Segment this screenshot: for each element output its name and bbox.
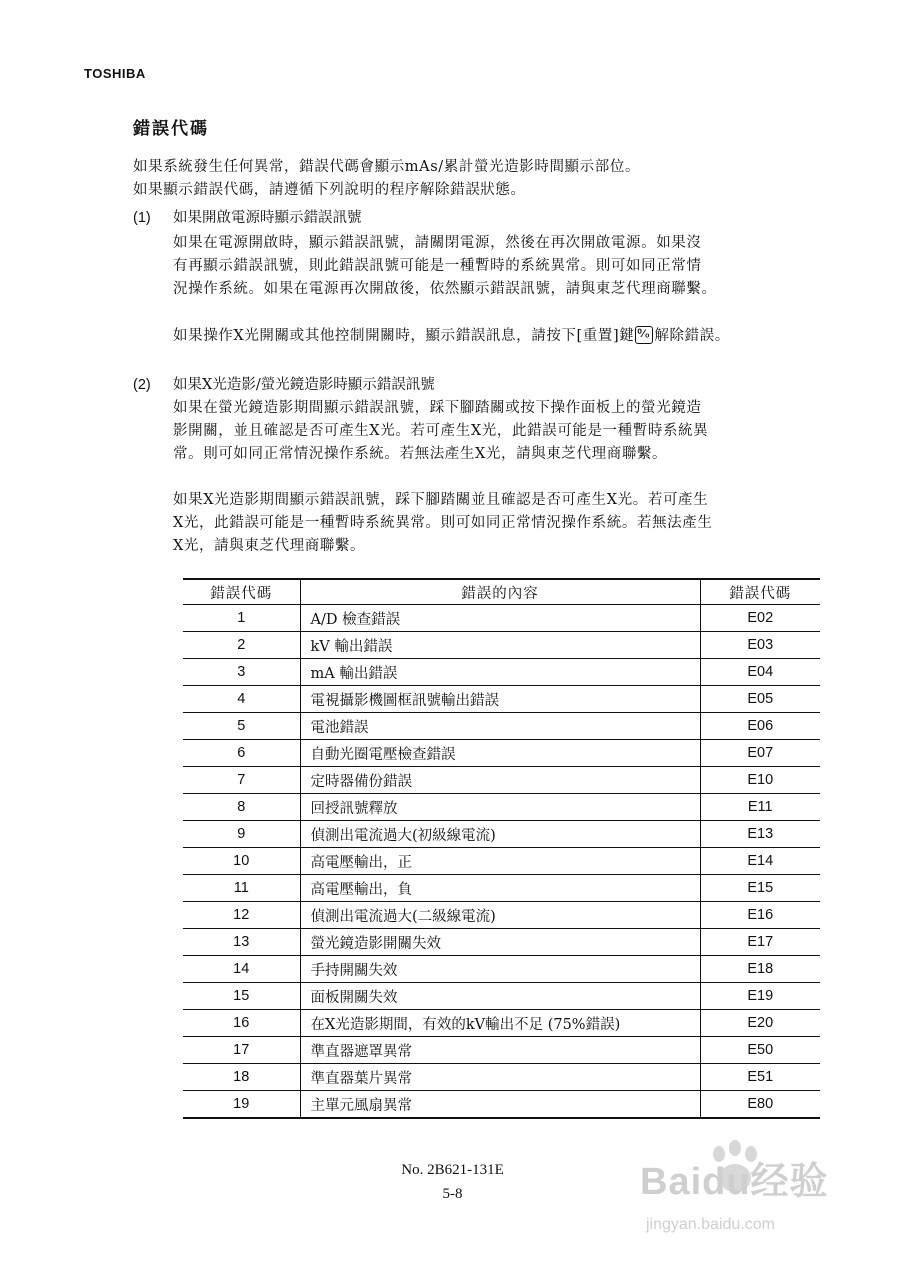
intro-line: 如果系統發生任何異常，錯誤代碼會顯示mAs/累計螢光造影時間顯示部位。 (133, 159, 641, 175)
row-number-cell: 15 (183, 983, 300, 1010)
row-code-cell: E11 (700, 794, 820, 821)
row-code-cell: E16 (700, 902, 820, 929)
reset-key-label: ⁰⁄₀ (637, 328, 651, 340)
row-description-cell: 主單元風扇異常 (300, 1091, 700, 1119)
reset-note-text: 如果操作X光開關或其他控制開關時，顯示錯誤訊息，請按下[重置]鍵 (173, 328, 635, 344)
watermark-url: jingyan.baidu.com (646, 1216, 775, 1233)
row-code-cell: E15 (700, 875, 820, 902)
row-description-cell: 偵測出電流過大(二級線電流) (300, 902, 700, 929)
row-number-cell: 19 (183, 1091, 300, 1119)
watermark (640, 1150, 829, 1233)
section1-line: 況操作系統。如果在電源再次開啟後，依然顯示錯誤訊號，請與東芝代理商聯繫。 (173, 281, 717, 297)
row-description-cell: 回授訊號釋放 (300, 794, 700, 821)
page-number: 5-8 (442, 1186, 463, 1202)
table-header-row (183, 579, 820, 605)
section2-heading (133, 373, 435, 394)
row-description-cell: 準直器葉片異常 (300, 1064, 700, 1091)
row-description-cell: 高電壓輸出，正 (300, 848, 700, 875)
table-row (183, 929, 820, 956)
table-row (183, 740, 820, 767)
row-code-cell: E18 (700, 956, 820, 983)
intro-paragraph (133, 156, 640, 202)
header-code: 錯誤代碼 (700, 579, 820, 605)
section1-number: (1) (133, 210, 151, 226)
row-number-cell: 7 (183, 767, 300, 794)
page-title: 錯誤代碼 (133, 119, 209, 139)
section1-heading-text: 如果開啟電源時顯示錯誤訊號 (173, 210, 362, 226)
section2-paragraph-2 (173, 489, 712, 558)
row-number-cell: 9 (183, 821, 300, 848)
reset-note-text-end: 解除錯誤。 (654, 328, 730, 344)
row-number-cell: 1 (183, 605, 300, 632)
row-description-cell: 電視攝影機圖框訊號輸出錯誤 (300, 686, 700, 713)
watermark-logo: Baidu经验 (640, 1161, 829, 1203)
row-code-cell: E17 (700, 929, 820, 956)
error-code-table (183, 578, 820, 1119)
row-description-cell: 自動光圈電壓檢查錯誤 (300, 740, 700, 767)
row-number-cell: 18 (183, 1064, 300, 1091)
row-number-cell: 14 (183, 956, 300, 983)
row-number-cell: 17 (183, 1037, 300, 1064)
section2-paragraph-1 (173, 397, 708, 466)
row-code-cell: E50 (700, 1037, 820, 1064)
row-number-cell: 12 (183, 902, 300, 929)
section2-line: 如果X光造影期間顯示錯誤訊號，踩下腳踏關並且確認是否可產生X光。若可產生 (173, 492, 709, 508)
table-row (183, 983, 820, 1010)
row-description-cell: 面板開關失效 (300, 983, 700, 1010)
row-description-cell: 螢光鏡造影開關失效 (300, 929, 700, 956)
section1-paragraph (173, 232, 717, 301)
section2-line: X光，此錯誤可能是一種暫時系統異常。則可如同正常情況操作系統。若無法產生 (173, 515, 713, 531)
row-description-cell: mA 輸出錯誤 (300, 659, 700, 686)
table-row (183, 821, 820, 848)
section2-line: 常。則可如同正常情況操作系統。若無法產生X光，請與東芝代理商聯繫。 (173, 446, 668, 462)
row-number-cell: 8 (183, 794, 300, 821)
table-row (183, 686, 820, 713)
row-code-cell: E51 (700, 1064, 820, 1091)
row-number-cell: 6 (183, 740, 300, 767)
section1-heading (133, 206, 362, 227)
row-description-cell: 手持開關失效 (300, 956, 700, 983)
row-number-cell: 3 (183, 659, 300, 686)
header-description: 錯誤的內容 (300, 579, 700, 605)
row-number-cell: 2 (183, 632, 300, 659)
section2-line: X光，請與東芝代理商聯繫。 (173, 538, 366, 554)
section2-heading-text: 如果X光造影/螢光鏡造影時顯示錯誤訊號 (173, 377, 435, 393)
table-row (183, 902, 820, 929)
table-row (183, 794, 820, 821)
table-row (183, 875, 820, 902)
section2-number: (2) (133, 377, 151, 393)
table-row (183, 1037, 820, 1064)
row-code-cell: E05 (700, 686, 820, 713)
section1-line: 如果在電源開啟時，顯示錯誤訊號，請關閉電源，然後在再次開啟電源。如果沒 (173, 235, 702, 251)
intro-line: 如果顯示錯誤代碼，請遵循下列說明的程序解除錯誤狀態。 (133, 182, 526, 198)
section2-line: 影開關，並且確認是否可產生X光。若可產生X光，此錯誤可能是一種暫時系統異 (173, 423, 709, 439)
row-code-cell: E13 (700, 821, 820, 848)
row-code-cell: E07 (700, 740, 820, 767)
brand-logo: TOSHIBA (84, 66, 146, 81)
row-code-cell: E10 (700, 767, 820, 794)
row-code-cell: E03 (700, 632, 820, 659)
row-code-cell: E04 (700, 659, 820, 686)
row-code-cell: E80 (700, 1091, 820, 1119)
row-description-cell: 在X光造影期間，有效的kV輸出不足 (75%錯誤) (300, 1010, 700, 1037)
row-description-cell: 定時器備份錯誤 (300, 767, 700, 794)
row-description-cell: 電池錯誤 (300, 713, 700, 740)
row-description-cell: 偵測出電流過大(初級線電流) (300, 821, 700, 848)
table-row (183, 713, 820, 740)
row-code-cell: E14 (700, 848, 820, 875)
row-code-cell: E19 (700, 983, 820, 1010)
table-row (183, 956, 820, 983)
row-number-cell: 5 (183, 713, 300, 740)
row-number-cell: 13 (183, 929, 300, 956)
row-number-cell: 10 (183, 848, 300, 875)
section1-line: 有再顯示錯誤訊號，則此錯誤訊號可能是一種暫時的系統異常。則可如同正常情 (173, 258, 702, 274)
table-row (183, 659, 820, 686)
table-row (183, 632, 820, 659)
row-code-cell: E02 (700, 605, 820, 632)
table-body (183, 605, 820, 1119)
section2-line: 如果在螢光鏡造影期間顯示錯誤訊號，踩下腳踏關或按下操作面板上的螢光鏡造 (173, 400, 702, 416)
table-row (183, 767, 820, 794)
row-description-cell: A/D 檢查錯誤 (300, 605, 700, 632)
row-number-cell: 4 (183, 686, 300, 713)
table-row (183, 848, 820, 875)
row-description-cell: 準直器遮罩異常 (300, 1037, 700, 1064)
row-number-cell: 16 (183, 1010, 300, 1037)
header-number: 錯誤代碼 (183, 579, 300, 605)
document-number: No. 2B621-131E (401, 1162, 504, 1178)
row-description-cell: 高電壓輸出，負 (300, 875, 700, 902)
section1-reset-note (173, 325, 730, 348)
table-row (183, 1091, 820, 1119)
row-code-cell: E20 (700, 1010, 820, 1037)
table-row (183, 1064, 820, 1091)
row-code-cell: E06 (700, 713, 820, 740)
table-row (183, 605, 820, 632)
table-row (183, 1010, 820, 1037)
reset-key-icon (635, 326, 653, 344)
row-description-cell: kV 輸出錯誤 (300, 632, 700, 659)
row-number-cell: 11 (183, 875, 300, 902)
